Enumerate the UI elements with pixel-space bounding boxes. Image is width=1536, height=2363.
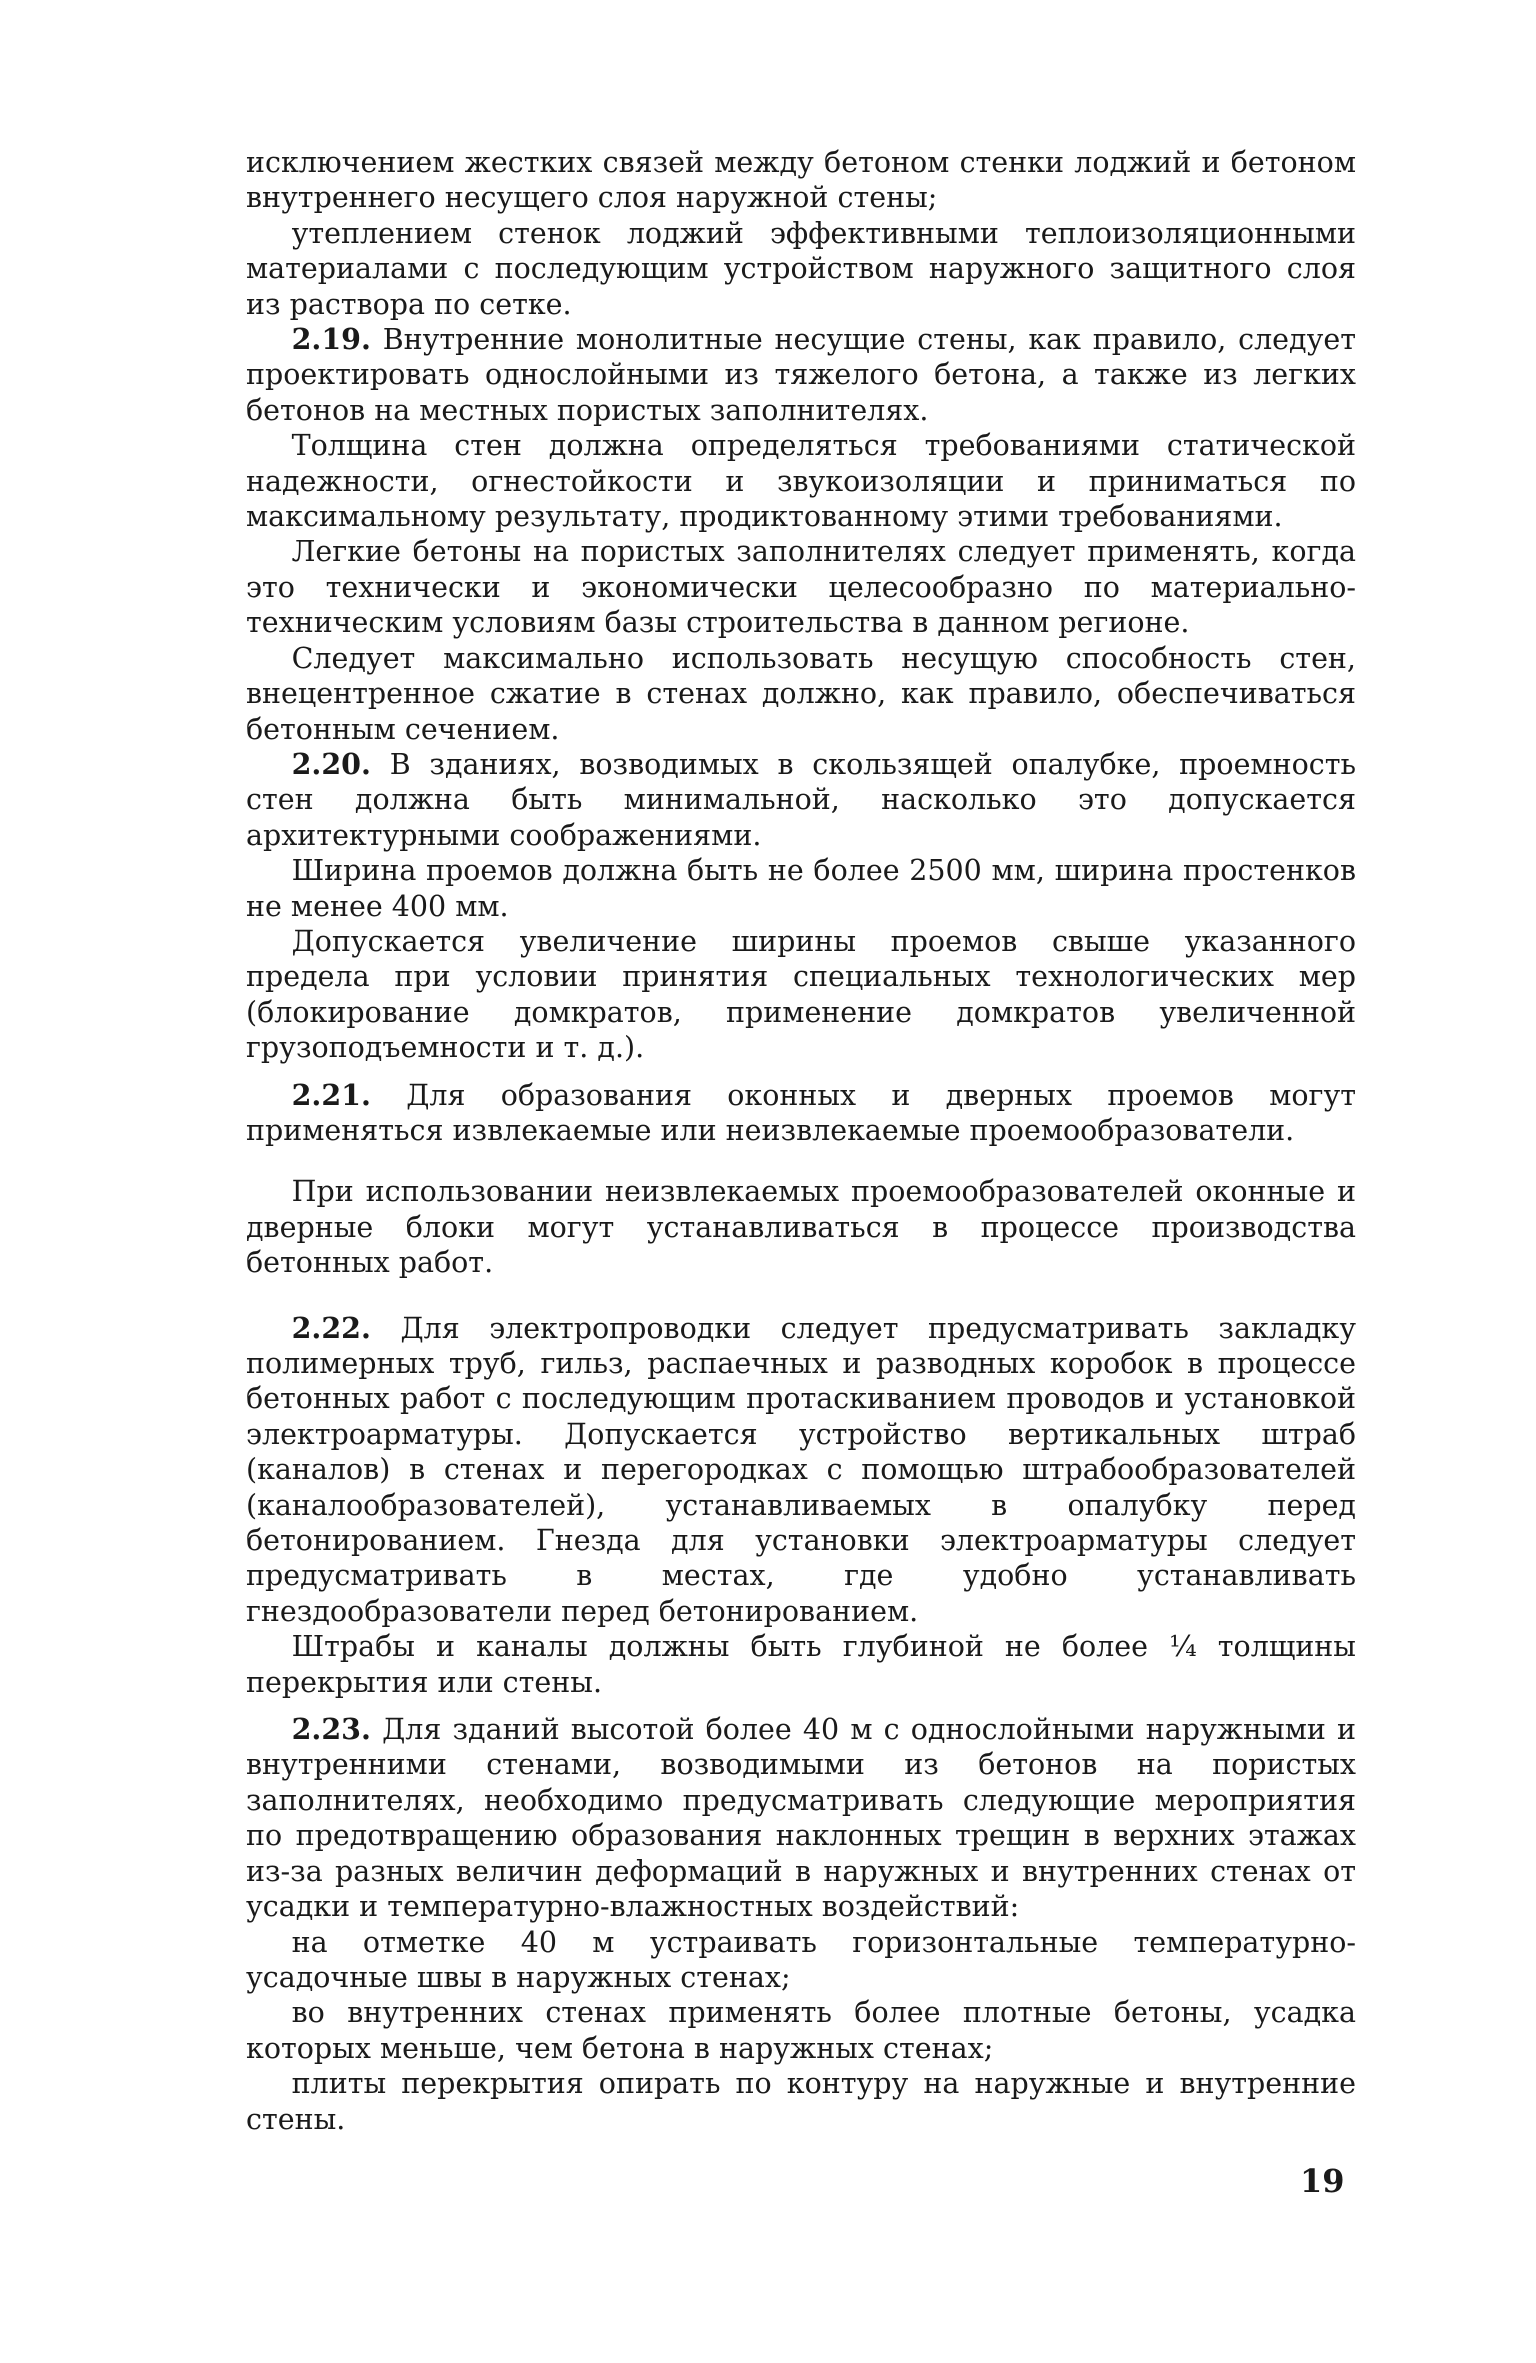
paragraph xyxy=(246,1311,1356,1630)
paragraph xyxy=(246,1629,1356,1700)
paragraph xyxy=(246,2066,1356,2137)
paragraph xyxy=(246,322,1356,428)
paragraph xyxy=(246,1925,1356,1996)
paragraph-text: Внутренние монолитные несущие стены, как правило, следует проектировать однослойными из тяжелого бетона, а также из легких бетонов на местных пористых заполнителях. xyxy=(246,323,1356,427)
paragraph xyxy=(246,1712,1356,1924)
paragraph-text: исключением жестких связей между бетоном стенки лоджий и бетоном внутреннего несущего слоя наружной стены; xyxy=(246,146,1356,215)
paragraph-text: во внутренних стенах применять более плотные бетоны, усадка которых меньше, чем бетона в наружных стенах; xyxy=(246,1996,1356,2065)
paragraph-text: Толщина стен должна определяться требованиями статической надежности, огнестойкости и звукоизоляции и приниматься по максимальному результату, продиктованному этими требованиями. xyxy=(246,429,1356,534)
section-number: 2.22. xyxy=(291,1310,371,1345)
main-text xyxy=(246,145,1356,2137)
paragraph xyxy=(246,641,1356,747)
paragraph-text: Штрабы и каналы должны быть глубиной не более ¼ толщины перекрытия или стены. xyxy=(246,1630,1356,1699)
paragraph xyxy=(246,534,1356,640)
paragraph-text: Легкие бетоны на пористых заполнителях следует применять, когда это технически и экономически целесообразно по материально-техническим условиям базы строительства в данном регионе. xyxy=(246,535,1356,640)
paragraph xyxy=(246,216,1356,322)
paragraph-text: Для зданий высотой более 40 м с однослойными наружными и внутренними стенами, возводимыми из бетонов на пористых заполнителях, необходимо предусматривать следующие мероприятия по предотвращению образования наклонных трещин в верхних этажах из-за разных величин деформаций в наружных и внутренних стенах от усадки и температурно-влажностных воздействий: xyxy=(246,1713,1357,1924)
paragraph-text: утеплением стенок лоджий эффективными теплоизоляционными материалами с последующим устройством наружного защитного слоя из раствора по сетке. xyxy=(246,216,1356,321)
paragraph xyxy=(246,428,1356,534)
paragraph-text: Ширина проемов должна быть не более 2500 мм, ширина простенков не менее 400 мм. xyxy=(246,854,1356,923)
paragraph xyxy=(246,1078,1356,1149)
section-number: 2.21. xyxy=(291,1077,371,1112)
paragraph xyxy=(246,747,1356,853)
paragraph xyxy=(246,853,1356,924)
section-number: 2.19. xyxy=(291,322,371,357)
paragraph xyxy=(246,924,1356,1066)
paragraph-text: на отметке 40 м устраивать горизонтальные температурно-усадочные швы в наружных стенах; xyxy=(246,1925,1356,1994)
paragraph-text: Для электропроводки следует предусматривать закладку полимерных труб, гильз, распаечных и разводных коробок в процессе бетонных работ с последующим протаскиванием проводов и установкой электроарматуры. Допускается устройство вертикальных штраб (каналов) в стенах и перегородках с помощью штрабообразователей (каналообразователей), устанавливаемых в опалубку перед бетонированием. Гнезда для установки электроарматуры следует предусматривать в местах, где удобно устанавливать гнездообразователи перед бетонированием. xyxy=(246,1311,1356,1628)
section-number: 2.23. xyxy=(291,1712,371,1747)
page-number: 19 xyxy=(1300,2162,1345,2200)
paragraph xyxy=(246,1174,1356,1280)
paragraph-text: Следует максимально использовать несущую способность стен, внецентренное сжатие в стенах должно, как правило, обеспечиваться бетонным сечением. xyxy=(246,641,1356,746)
paragraph-text: Для образования оконных и дверных проемов могут применяться извлекаемые или неизвлекаемые проемообразователи. xyxy=(246,1078,1356,1147)
paragraph xyxy=(246,145,1356,216)
paragraph-text: В зданиях, возводимых в скользящей опалубке, проемность стен должна быть минимальной, насколько это допускается архитектурными соображениями. xyxy=(246,747,1356,852)
paragraph xyxy=(246,1995,1356,2066)
paragraph-text: При использовании неизвлекаемых проемообразователей оконные и дверные блоки могут устанавливаться в процессе производства бетонных работ. xyxy=(246,1175,1356,1280)
paragraph-text: плиты перекрытия опирать по контуру на наружные и внутренние стены. xyxy=(246,2067,1356,2136)
section-number: 2.20. xyxy=(291,746,371,781)
paragraph-text: Допускается увеличение ширины проемов свыше указанного предела при условии принятия специальных технологических мер (блокирование домкратов, применение домкратов увеличенной грузоподъемности и т. д.). xyxy=(246,924,1356,1065)
